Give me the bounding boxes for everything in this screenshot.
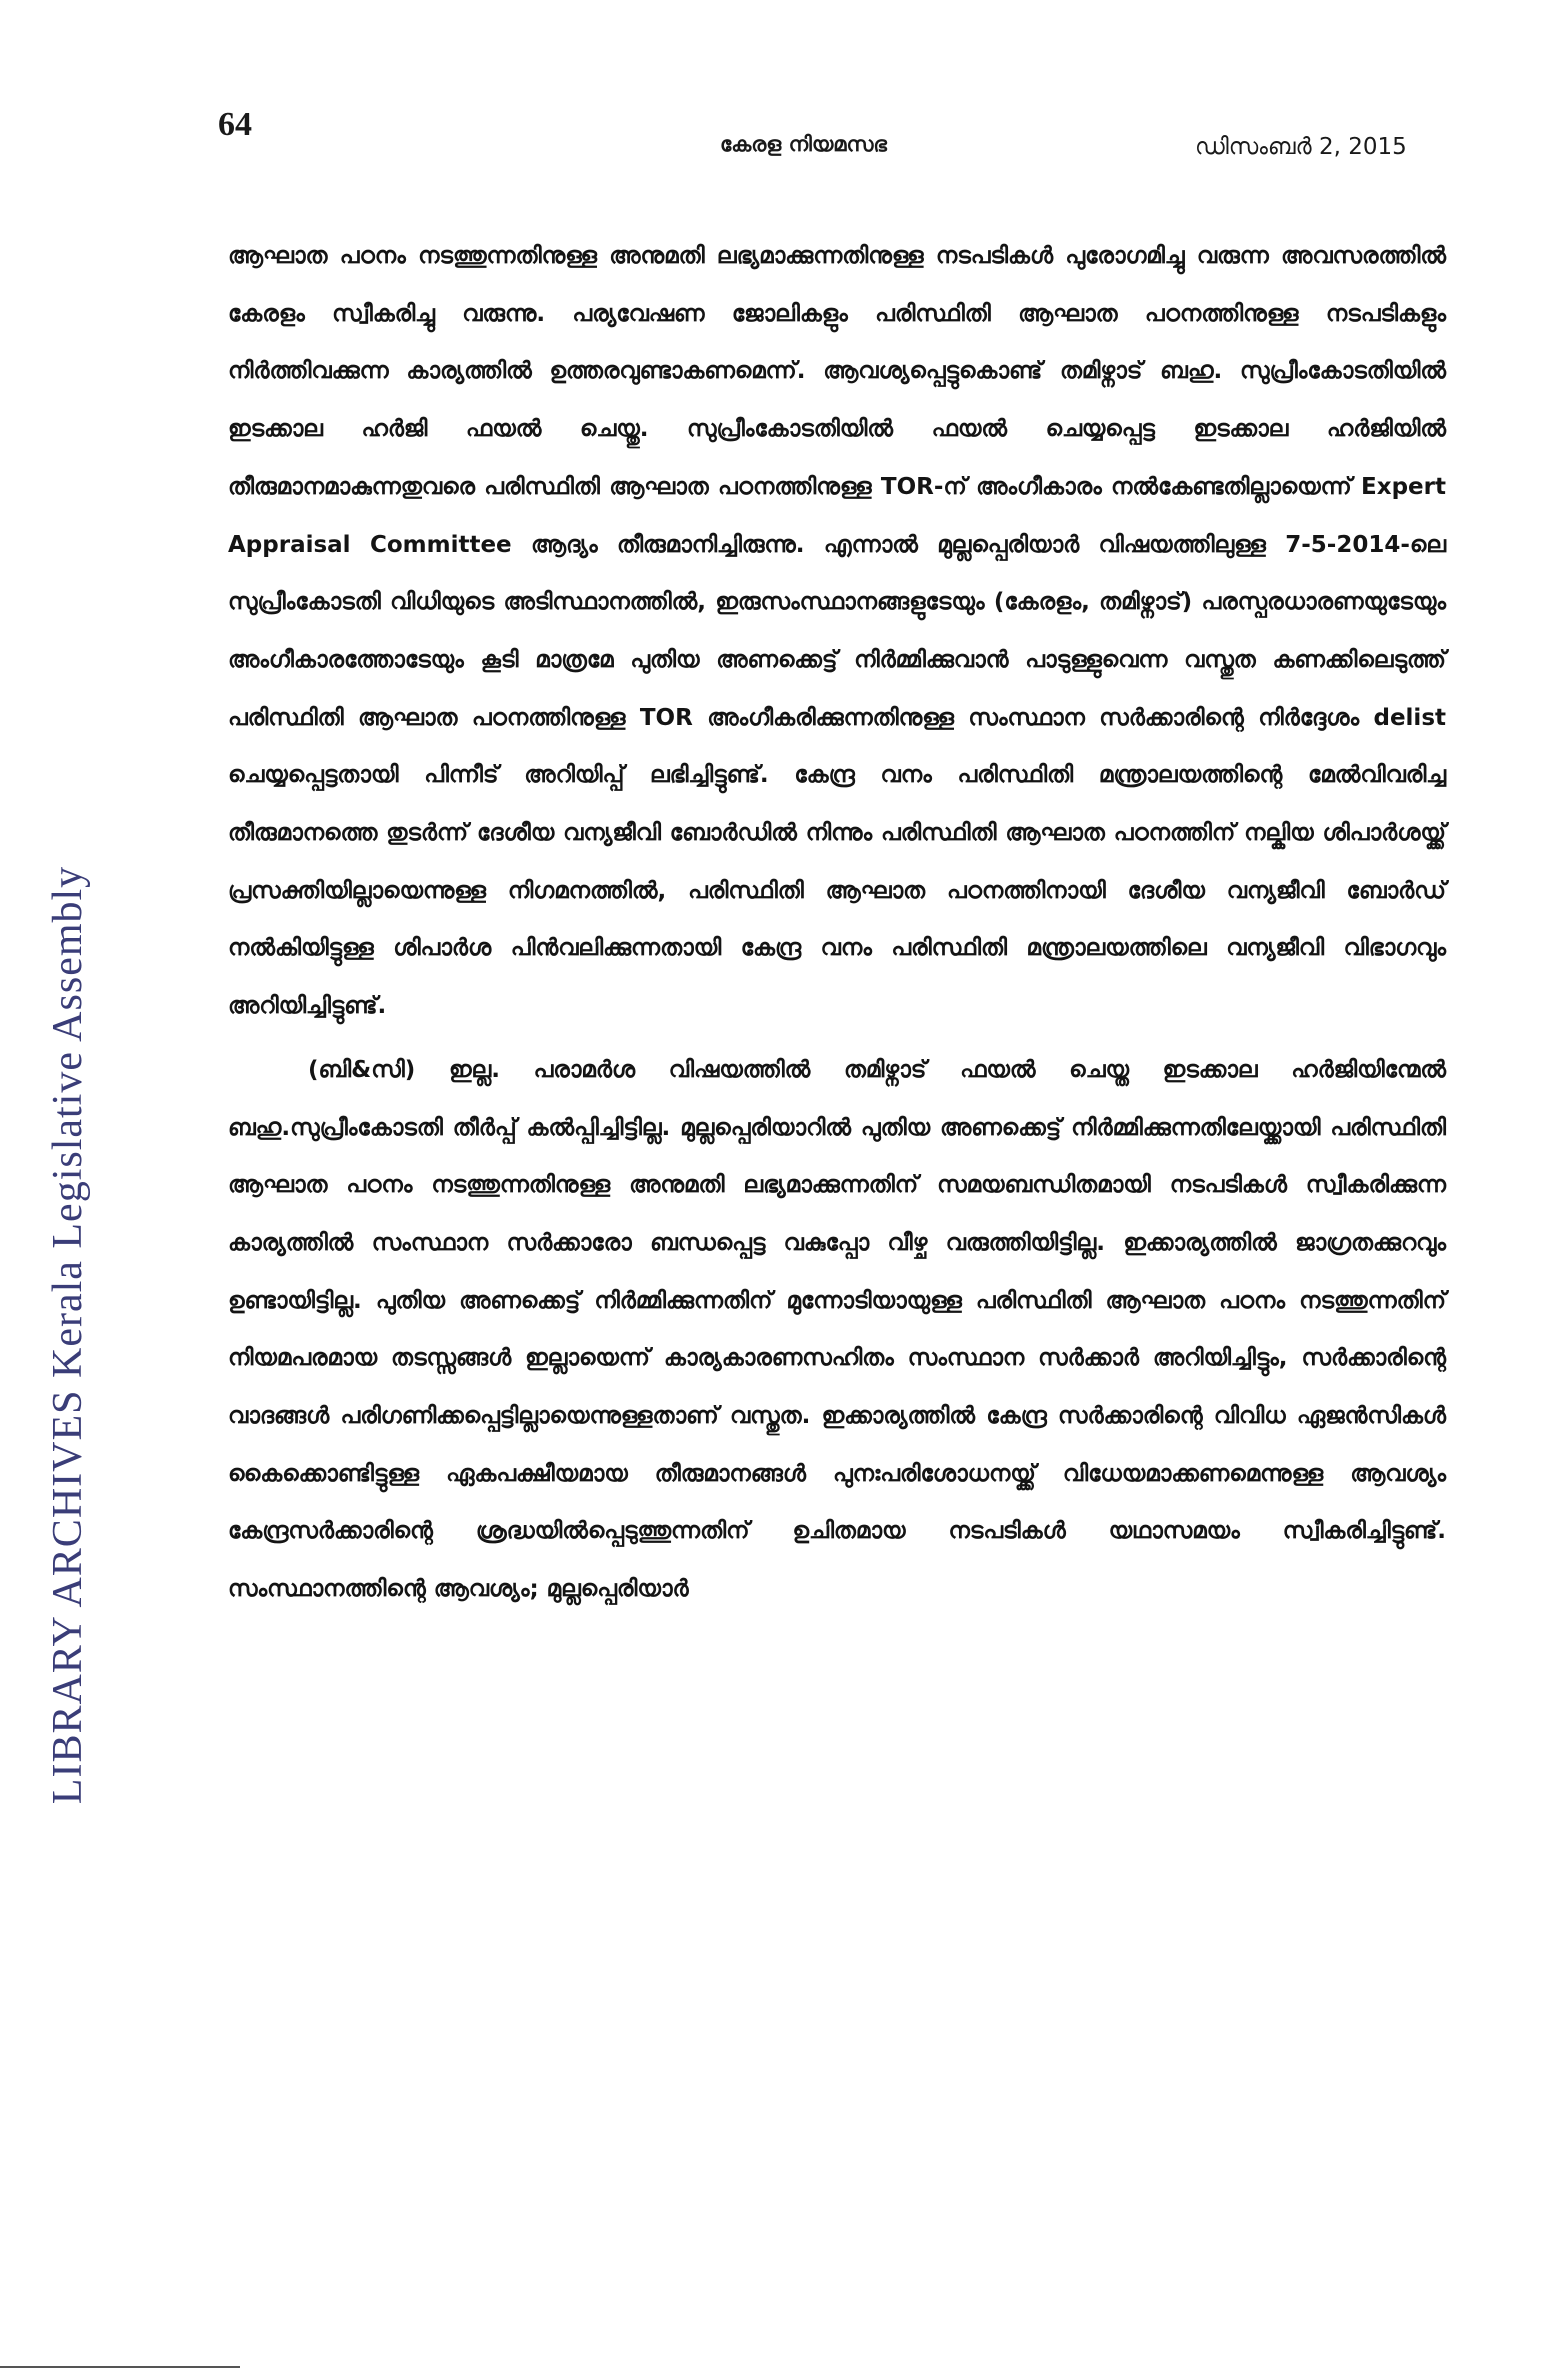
paragraph-1: ആഘാത പഠനം നടത്തുന്നതിനുള്ള അനുമതി ലഭ്യമാക്കുന്നതിനുള്ള നടപടികൾ പുരോഗമിച്ചു വരുന്ന അവസരത്തിൽ കേരളം സ്വീകരിച്ചു വരുന്നു. പര്യവേഷണ ജോലികളും പരിസ്ഥിതി ആഘാത പഠനത്തിനുള്ള നടപടികളും നിർത്തിവക്കുന്ന കാര്യത്തിൽ ഉത്തരവുണ്ടാകണമെന്ന്. ആവശ്യപ്പെട്ടുകൊണ്ട് തമിഴ്നാട് ബഹു. സുപ്രീംകോടതിയിൽ ഇടക്കാല ഹർജി ഫയൽ ചെയ്തു. സുപ്രീംകോടതിയിൽ ഫയൽ ചെയ്യപ്പെട്ട ഇടക്കാല ഹർജിയിൽ തീരുമാനമാകുന്നതുവരെ പരിസ്ഥിതി ആഘാത പഠനത്തിനുള്ള TOR-ന് അംഗീകാരം നൽകേണ്ടതില്ലായെന്ന് Expert Appraisal Committee ആദ്യം തീരുമാനിച്ചിരുന്നു. എന്നാൽ മുല്ലപ്പെരിയാർ വിഷയത്തിലുള്ള 7-5-2014-ലെ സുപ്രീംകോടതി വിധിയുടെ അടിസ്ഥാനത്തിൽ, ഇരുസംസ്ഥാനങ്ങളുടേയും (കേരളം, തമിഴ്നാട്) പരസ്പരധാരണയുടേയും അംഗീകാരത്തോടേയും കൂടി മാത്രമേ പുതിയ അണക്കെട്ട് നിർമ്മിക്കുവാൻ പാടുള്ളുവെന്ന വസ്തുത കണക്കിലെടുത്ത് പരിസ്ഥിതി ആഘാത പഠനത്തിനുള്ള TOR അംഗീകരിക്കുന്നതിനുള്ള സംസ്ഥാന സർക്കാരിന്റെ നിർദ്ദേശം delist ചെയ്യപ്പെട്ടതായി പിന്നീട് അറിയിപ്പ് ലഭിച്ചിട്ടുണ്ട്. കേന്ദ്ര വനം പരിസ്ഥിതി മന്ത്രാലയത്തിന്റെ മേൽവിവരിച്ച തീരുമാനത്തെ തുടർന്ന് ദേശീയ വന്യജീവി ബോർഡിൽ നിന്നും പരിസ്ഥിതി ആഘാത പഠനത്തിന് നല്കിയ ശിപാർശയ്ക്ക് പ്രസക്തിയില്ലായെന്നുള്ള നിഗമനത്തിൽ, പരിസ്ഥിതി ആഘാത പഠനത്തിനായി ദേശീയ വന്യജീവി ബോർഡ് നൽകിയിട്ടുള്ള ശിപാർശ പിൻവലിക്കുന്നതായി കേന്ദ്ര വനം പരിസ്ഥിതി മന്ത്രാലയത്തിലെ വന്യജീവി വിഭാഗവും അറിയിച്ചിട്ടുണ്ട്. xyxy=(228,243,1446,1020)
footer-rule xyxy=(0,2366,240,2368)
running-header-date: ഡിസംബർ 2, 2015 xyxy=(1195,134,1407,160)
archive-watermark: LIBRARY ARCHIVES Kerala Legislative Assembly xyxy=(45,865,91,1805)
body-text xyxy=(228,228,1446,1619)
paragraph-2: (ബി&സി) ഇല്ല. പരാമർശ വിഷയത്തിൽ തമിഴ്നാട് ഫയൽ ചെയ്ത ഇടക്കാല ഹർജിയിന്മേൽ ബഹു.സുപ്രീംകോടതി തീർപ്പ് കൽപ്പിച്ചിട്ടില്ല. മുല്ലപ്പെരിയാറിൽ പുതിയ അണക്കെട്ട് നിർമ്മിക്കുന്നതിലേയ്ക്കായി പരിസ്ഥിതി ആഘാത പഠനം നടത്തുന്നതിനുള്ള അനുമതി ലഭ്യമാക്കുന്നതിന് സമയബന്ധിതമായി നടപടികൾ സ്വീകരിക്കുന്ന കാര്യത്തിൽ സംസ്ഥാന സർക്കാരോ ബന്ധപ്പെട്ട വകുപ്പോ വീഴ്ച വരുത്തിയിട്ടില്ല. ഇക്കാര്യത്തിൽ ജാഗ്രതക്കുറവും ഉണ്ടായിട്ടില്ല. പുതിയ അണക്കെട്ട് നിർമ്മിക്കുന്നതിന് മുന്നോടിയായുള്ള പരിസ്ഥിതി ആഘാത പഠനം നടത്തുന്നതിന് നിയമപരമായ തടസ്സങ്ങൾ ഇല്ലായെന്ന് കാര്യകാരണസഹിതം സംസ്ഥാന സർക്കാർ അറിയിച്ചിട്ടും, സർക്കാരിന്റെ വാദങ്ങൾ പരിഗണിക്കപ്പെട്ടില്ലായെന്നുള്ളതാണ് വസ്തുത. ഇക്കാര്യത്തിൽ കേന്ദ്ര സർക്കാരിന്റെ വിവിധ ഏജൻസികൾ കൈക്കൊണ്ടിട്ടുള്ള ഏകപക്ഷീയമായ തീരുമാനങ്ങൾ പുനഃപരിശോധനയ്ക്ക് വിധേയമാക്കണമെന്നുള്ള ആവശ്യം കേന്ദ്രസർക്കാരിന്റെ ശ്രദ്ധയിൽപ്പെടുത്തുന്നതിന് ഉചിതമായ നടപടികൾ യഥാസമയം സ്വീകരിച്ചിട്ടുണ്ട്. സംസ്ഥാനത്തിന്റെ ആവശ്യം; മുല്ലപ്പെരിയാർ xyxy=(228,1056,1446,1603)
running-header-title: കേരള നിയമസഭ xyxy=(720,132,887,156)
page-number: 64 xyxy=(218,106,252,143)
